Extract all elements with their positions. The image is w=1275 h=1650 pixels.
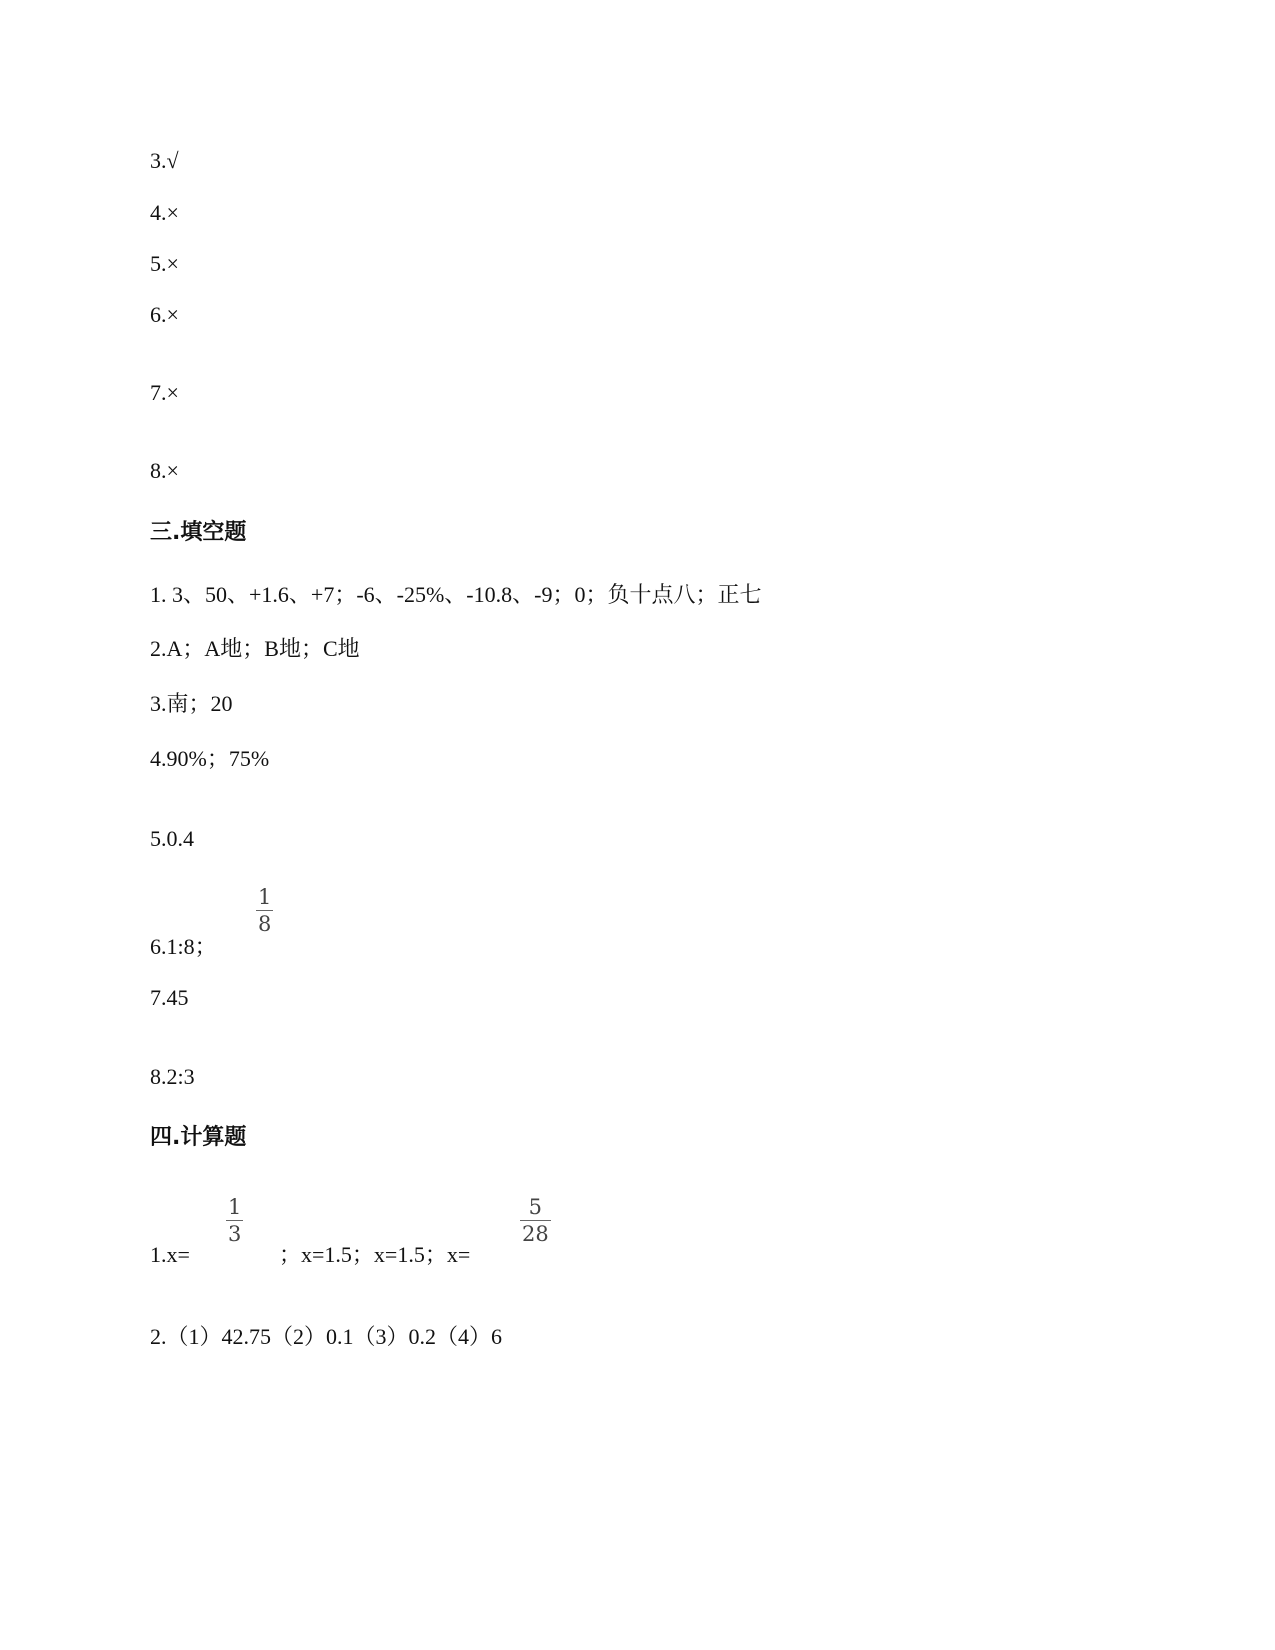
fill-answer-6: 6.1:8； — [150, 934, 217, 959]
fraction-one-third — [226, 1195, 243, 1246]
fill-answer-7: 7.45 — [150, 985, 189, 1010]
section-heading-fill: 三.填空题 — [150, 520, 247, 545]
fill-answer-5: 5.0.4 — [150, 826, 194, 851]
calc-answer-1-middle: ；x=1.5；x=1.5；x= — [279, 1242, 471, 1267]
fill-answer-2: 2.A；A地；B地；C地 — [150, 636, 360, 661]
calc-answer-2: 2.（1）42.75（2）0.1（3）0.2（4）6 — [150, 1324, 503, 1349]
fraction-bar — [520, 1220, 551, 1221]
calc-answer-1-prefix: 1.x= — [150, 1242, 190, 1267]
answer-line-6: 6.× — [150, 302, 179, 327]
fill-answer-8: 8.2:3 — [150, 1064, 195, 1089]
answer-line-4: 4.× — [150, 200, 179, 225]
fill-answer-4: 4.90%；75% — [150, 746, 270, 771]
fraction-bar — [256, 910, 273, 911]
fill-answer-3: 3.南；20 — [150, 691, 233, 716]
answer-line-7: 7.× — [150, 380, 179, 405]
fraction-one-eighth — [256, 885, 273, 936]
fraction-denominator: 8 — [258, 912, 272, 936]
fill-answer-1: 1. 3、50、+1.6、+7；-6、-25%、-10.8、-9；0；负十点八；正七 — [150, 582, 762, 607]
fraction-numerator: 1 — [258, 885, 272, 909]
section-heading-calc: 四.计算题 — [150, 1125, 247, 1150]
answer-line-5: 5.× — [150, 251, 179, 276]
fraction-numerator: 5 — [528, 1195, 543, 1219]
fraction-bar — [226, 1220, 243, 1221]
answer-line-8: 8.× — [150, 458, 179, 483]
fraction-denominator: 3 — [228, 1222, 242, 1246]
answer-line-3: 3.√ — [150, 148, 179, 173]
fraction-denominator: 28 — [522, 1222, 549, 1246]
fraction-five-twentyeighths — [520, 1195, 551, 1246]
fraction-numerator: 1 — [228, 1195, 242, 1219]
